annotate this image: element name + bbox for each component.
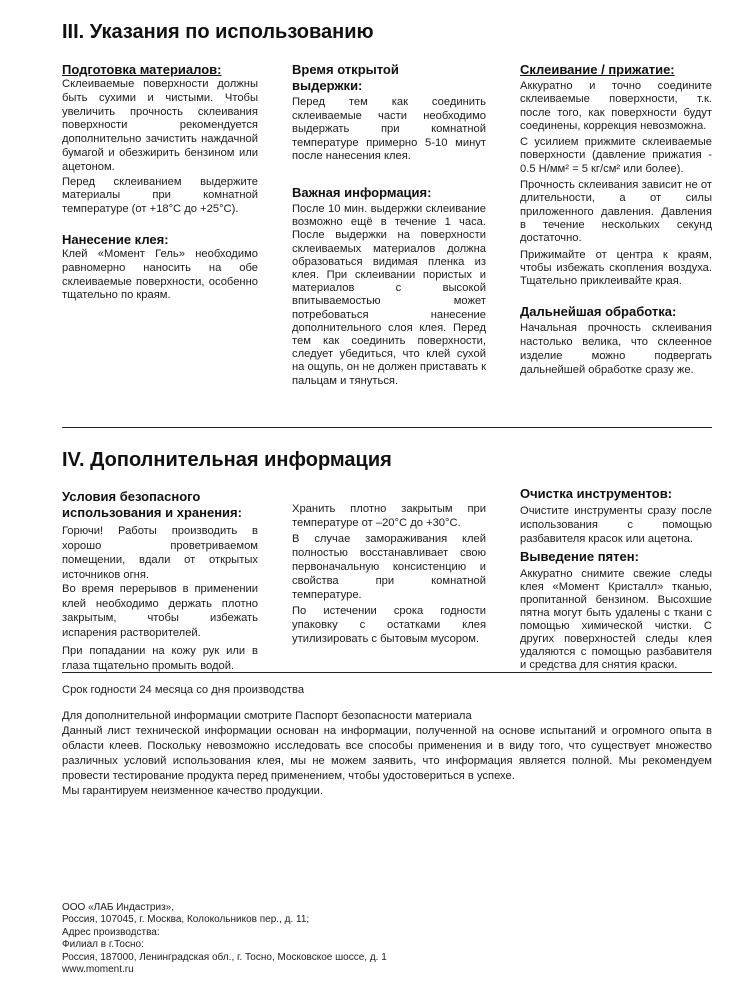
open-time-heading: Время открытой выдержки: [292, 62, 399, 93]
safety-heading: Условия безопасного использования и хранения: [62, 489, 242, 520]
application-heading: Нанесение клея: [62, 232, 169, 247]
disclaimer-body: Данный лист технической информации основан на информации, полученной на основе испытаний и огромного опыта в области клеев. Поскольку невозможно исследовать все способы применения и в виду того, что существует множество различных условий использования клея, мы не можем заявить, что информация является полной. Мы рекомендуем провести тестирование продукта перед применением, чтобы удостовериться в успехе. [62, 725, 712, 782]
disclaimer-guarantee: Мы гарантируем неизменное качество продукции. [62, 785, 324, 797]
further-processing-paragraph: Начальная прочность склеивания настолько велика, что склеенное изделие можно подвергать дальнейшей обработке сразу же. [520, 322, 712, 376]
stain-removal-paragraph: Аккуратно снимите свежие следы клея «Момент Кристалл» тканью, пропитанной бензином. Высохшие пятна могут быть удалены с ткани с помощью химической чистки. С других поверхностей следы клея удаляются с помощью разбавителя и средства для снятия краски. [520, 568, 712, 671]
footer-website: www.moment.ru [62, 964, 134, 976]
footer-production-label: Адрес производства: [62, 926, 160, 938]
bonding-paragraph: Прочность склеивания зависит не от длительности, а от силы приложенного давления. Давления в течение нескольких секунд достаточно. [520, 179, 712, 245]
section-3-title: III. Указания по использованию [62, 21, 374, 43]
footer-branch-address: Россия, 187000, Ленинградская обл., г. Тосно, Московское шоссе, д. 1 [62, 951, 387, 963]
tool-cleaning-block [520, 486, 712, 546]
tool-cleaning-paragraph: Очистите инструменты сразу после использования с помощью разбавителя красок или ацетона. [520, 505, 712, 545]
preparation-paragraph: Перед склеиванием выдержите материалы при комнатной температуре (от +18°С до +25°С). [62, 175, 258, 216]
tool-cleaning-heading: Очистка инструментов: [520, 486, 673, 501]
important-info-block [292, 185, 486, 388]
preparation-paragraph: Склеиваемые поверхности должны быть сухими и чистыми. Чтобы увеличить прочность склеивания поверхности рекомендуется дополнительно зачистить наждачной бумагой и обезжирить бензином или ацетоном. [62, 78, 258, 173]
footer-branch-label: Филиал в г.Тосно: [62, 939, 144, 951]
stain-removal-heading: Выведение пятен: [520, 549, 639, 564]
footer-address: Россия, 107045, г. Москва, Колокольников пер., д. 11; [62, 914, 310, 926]
further-processing-heading: Дальнейшая обработка: [520, 304, 677, 319]
section-4-title: IV. Дополнительная информация [62, 449, 392, 471]
stain-removal-block [520, 549, 712, 672]
safety-paragraph: Горючи! Работы производить в хорошо проветриваемом помещении, вдали от открытых источников огня. [62, 525, 258, 581]
section-divider [62, 427, 712, 428]
storage-paragraph: По истечении срока годности упаковку с остатками клея утилизировать с бытовым мусором. [292, 605, 486, 645]
preparation-heading: Подготовка материалов: [62, 62, 222, 77]
application-block [62, 232, 258, 303]
storage-block [292, 502, 486, 646]
important-info-heading: Важная информация: [292, 185, 432, 200]
shelf-life-text: Срок годности 24 месяца со дня производства [62, 684, 305, 696]
open-time-block [292, 62, 486, 164]
open-time-paragraph: Перед тем как соединить склеиваемые части необходимо выдержать при комнатной температуре примерно 5-10 минут после нанесения клея. [292, 96, 486, 162]
bonding-paragraph: С усилием прижмите склеиваемые поверхности (давление прижатия - 0.5 Н/мм² = 5 кг/см² или более). [520, 136, 712, 175]
bonding-block [520, 62, 712, 288]
footer-company: ООО «ЛАБ Индастриз», [62, 902, 175, 913]
safety-block [62, 489, 258, 673]
disclaimer-intro: Для дополнительной информации смотрите Паспорт безопасности материала [62, 710, 472, 722]
bonding-heading: Склеивание / прижатие: [520, 62, 675, 77]
storage-paragraph: В случае замораживания клей полностью восстанавливает свою первоначальную консистенцию и свойства при комнатной температуре. [292, 533, 486, 601]
important-info-paragraph: После 10 мин. выдержки склеивание возможно ещё в течение 1 часа. После выдержки на поверхности склеиваемых материалов должна образоваться видимая пленка из клея. При склеивании пористых и материалов с высокой впитываемостью может потребоваться нанесение дополнительного слоя клея. Перед тем как соединить поверхности, следует убедиться, что клей сухой на ощупь, он не должен приставать к пальцам и тянуться. [292, 203, 486, 387]
footer [62, 902, 712, 976]
preparation-block [62, 62, 258, 217]
disclaimer-block [62, 709, 712, 799]
bonding-paragraph: Прижимайте от центра к краям, чтобы избежать скопления воздуха. Тщательно приклеивайте края. [520, 248, 712, 288]
safety-paragraph: Во время перерывов в применении клей необходимо держать плотно закрытым, чтобы избежать испарения растворителей. [62, 583, 258, 639]
section-divider [62, 672, 712, 673]
safety-paragraph: При попадании на кожу рук или в глаза тщательно промыть водой. [62, 645, 258, 672]
bonding-paragraph: Аккуратно и точно соедините склеиваемые поверхности, т.к. после того, как поверхности будут соединены, коррекция невозможна. [520, 80, 712, 132]
storage-paragraph: Хранить плотно закрытым при температуре от –20°С до +30°С. [292, 503, 486, 529]
application-paragraph: Клей «Момент Гель» необходимо равномерно наносить на обе склеиваемые поверхности, особенно тщательно по краям. [62, 248, 258, 302]
further-processing-block [520, 304, 712, 377]
